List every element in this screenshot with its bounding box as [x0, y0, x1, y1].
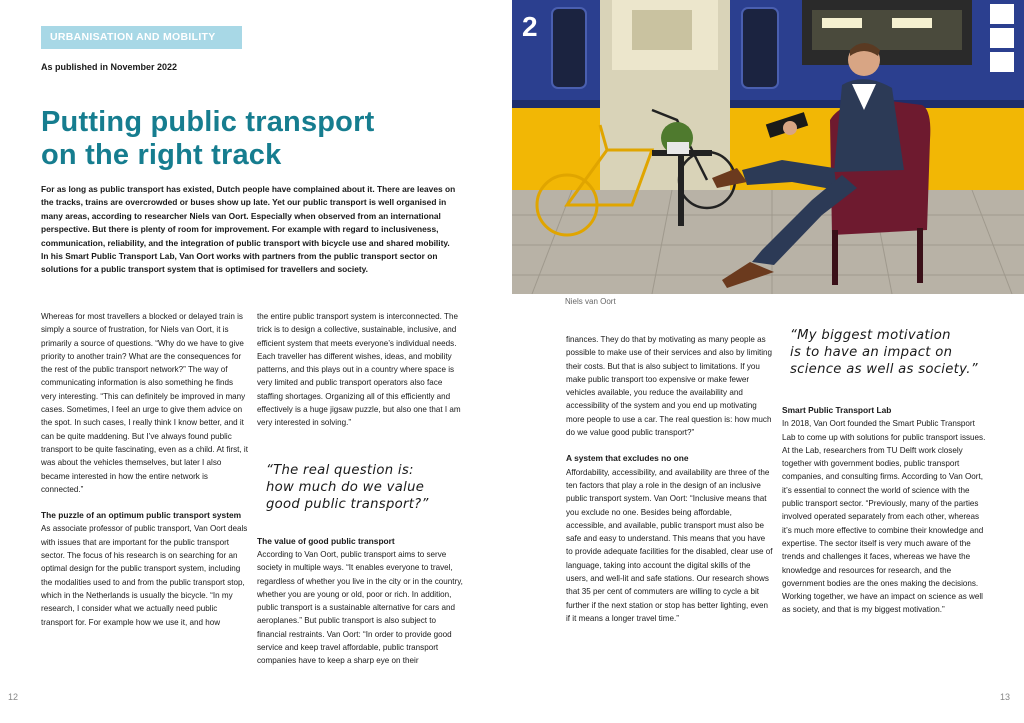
page-number-left: 12: [8, 692, 19, 702]
body-column-1: [41, 310, 248, 695]
pull-quote-left-line-2: how much do we value: [266, 480, 425, 495]
column-2-paragraph-1: the entire public transport system is interconnected. The trick is to design a collective, sustainable, inclusive, and efficient system that meets everyone’s individual needs. Each traveller has different wishes, ideas, and mobility patterns, and this plays out in a country where space is very limited and public transport operators also face staffing shortages. Organizing all of this efficiently and effectively is a huge jigsaw puzzle, but also one that I am very interested in solving.”: [257, 312, 461, 428]
pull-quote-right-line-1: “My biggest motivation: [790, 328, 951, 343]
section-tag: URBANISATION AND MOBILITY: [41, 26, 242, 49]
column-4-paragraph-1: In 2018, Van Oort founded the Smart Public Transport Lab to come up with solutions for public transport issues. At the Lab, researchers from TU Delft work closely together with government bodies, public transport companies, and consulting firms. According to Van Oort, it’s essential to connect the world of science with the public transport sector. “Previously, many of the parties involved operated separately from each other, whereas it’s much more effective to combine their knowledge and expertise. The sector itself is very much aware of the trends and challenges it faces, whereas we have the knowledge and resources for research, and the government bodies are the ones making the decisions. Working together, we have an impact on science as well as society, and that is my biggest motivation.”: [782, 419, 986, 615]
subheading-smart-lab: Smart Public Transport Lab: [782, 405, 892, 415]
headline-line-2: on the right track: [41, 139, 282, 171]
page-number-right: 13: [1000, 692, 1011, 702]
body-column-3: [566, 333, 773, 685]
pull-quote-left-line-1: “The real question is:: [266, 463, 414, 478]
column-1-paragraph-2: As associate professor of public transport, Van Oort deals with issues that are important for the public transport sector. The focus of his research is on searching for an optimal design for the public transport system, including the modalities used to and from the public transport stop, which in the Netherlands is usually the bicycle. “In my research, I consider what we actually need public transport for. For example how we use it, and how: [41, 524, 248, 627]
article-headline: [41, 106, 461, 172]
body-column-4: [782, 404, 989, 660]
column-2-paragraph-2: According to Van Oort, public transport aims to serve society in multiple ways. “It enables everyone to travel, regardless of whether you live in the city or in the country, whether you are young or old, poor or rich. In addition, public transport is a sustainable alternative for cars and aeroplanes.” But public transport is also subject to financial restraints. Van Oort: “In order to provide good service and keep travel affordable, public transport companies have to keep a sharp eye on their: [257, 549, 463, 666]
headline-line-1: Putting public transport: [41, 106, 375, 138]
pull-quote-right: [790, 327, 1005, 378]
pull-quote-left: [266, 462, 466, 513]
pull-quote-right-line-3: science as well as society.”: [790, 362, 978, 377]
column-3-paragraph-1: finances. They do that by motivating as many people as possible to make use of their services and also by limiting their costs. But that is also subject to limitations. If you make public transport too expensive or make fewer vehicles available, you reduce the availability and accessibility of the system and you end up motivating more people to use a car. The real question is: how much do we value good public transport?”: [566, 335, 773, 438]
pull-quote-right-line-2: is to have an impact on: [790, 345, 953, 360]
portrait-photo: [512, 0, 1024, 294]
train-number: 2: [522, 11, 538, 42]
subheading-value-of-transport: The value of good public transport: [257, 535, 395, 546]
column-3-paragraph-2: Affordability, accessibility, and availability are three of the ten factors that play a role in the design of an inclusive public transport system. Van Oort: “Inclusive means that you exclude no one. Besides being affordable, accessible, and available, public transport must also be safe and easy to understand. This means that you have to provide adequate facilities for the disabled, clear use of language, taking into account the digital skills of the users, and well-lit and safe stations. Our research shows that 35 per cent of commuters are willing to cycle a bit further if the next station or stop has better lighting, even if it means a longer travel time.”: [566, 467, 773, 623]
subheading-optimum-system: The puzzle of an optimum public transport system: [41, 510, 242, 521]
column-1-paragraph-1: Whereas for most travellers a blocked or delayed train is simply a source of frustration, for Niels van Oort, it is primarily a source of questions. “Why do we have to give priority to another train? What are the consequences for the rest of the public transport network?” The way of communicating information is also something he finds very interesting. “This can definitely be improved in many cases. Sometimes, I feel an urge to give them advice on the spot. In such cases, I really think I know better, and it can be quite maddening. But I’ve always found public transport to be quite fascinating, even as a child. At first, it was about the vehicles themselves, but later I also became interested in how the entire network is connected.”: [41, 312, 248, 494]
publication-date: As published in November 2022: [41, 62, 178, 72]
pull-quote-left-line-3: good public transport?”: [266, 497, 429, 512]
photo-caption: Niels van Oort: [565, 297, 616, 306]
subheading-excludes-no-one: A system that excludes no one: [566, 453, 689, 464]
article-intro: For as long as public transport has existed, Dutch people have complained about it. There are leaves on the tracks, trains are overcrowded or buses show up late. Yet our public transport is well organised in many areas, according to researcher Niels van Oort. Especially when observed from an international perspective. But there is plenty of room for improvement. For example with regard to inclusiveness, communication, reliability, and the integration of public transport with bicycle use and shared mobility. In his Smart Public Transport Lab, Van Oort works with partners from the public transport sector on solutions for a public transport system that is optimised for travellers and society.: [41, 184, 456, 275]
